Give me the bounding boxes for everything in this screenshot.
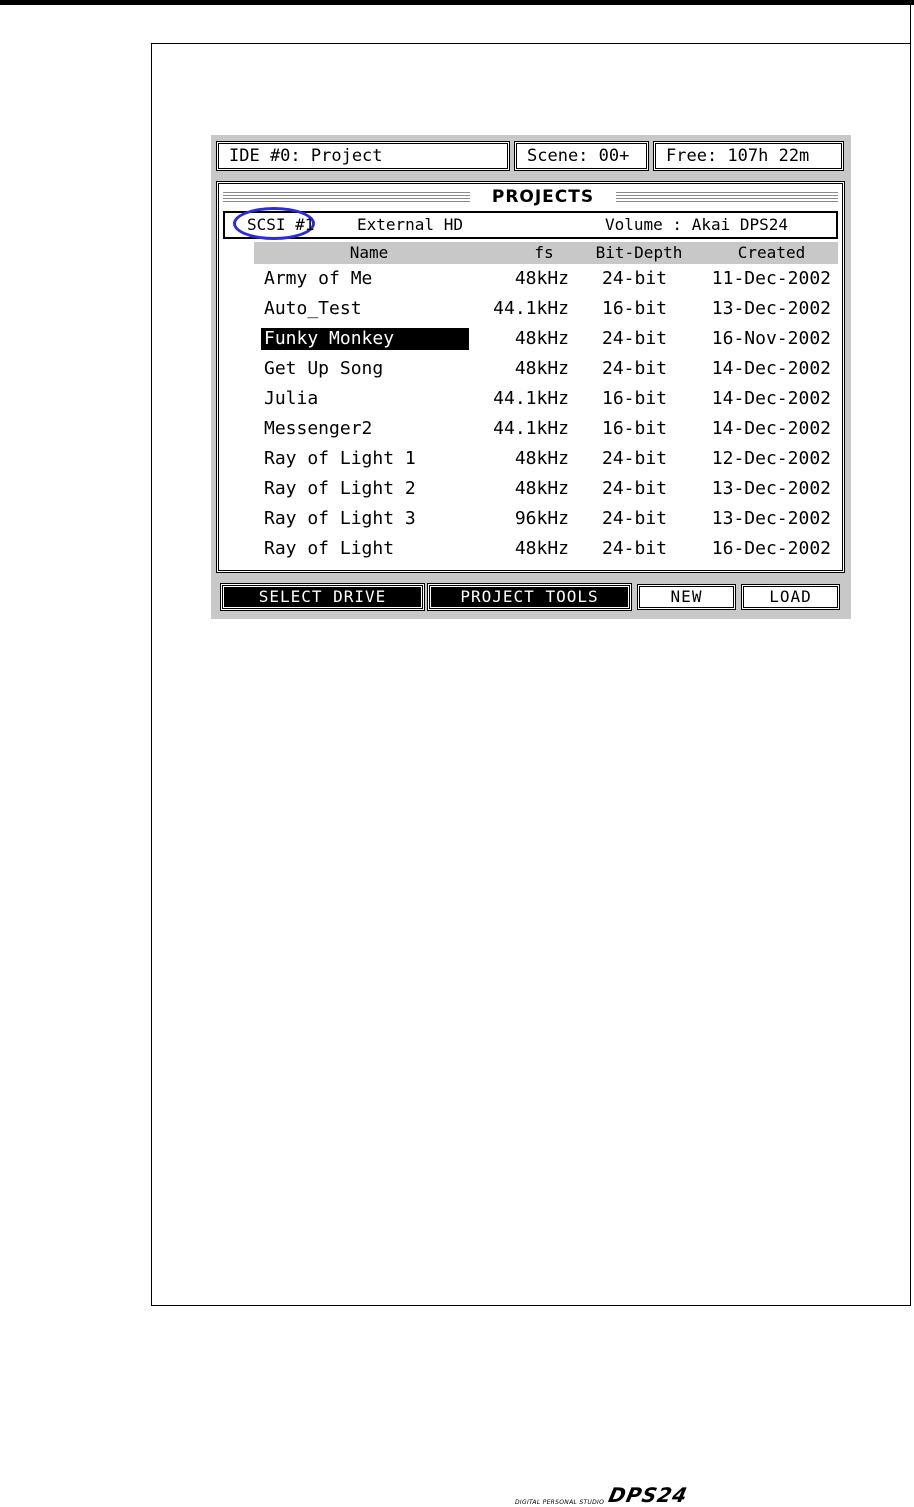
project-fs: 96kHz <box>514 508 569 529</box>
project-bit-depth: 16-bit <box>602 298 668 319</box>
project-tools-button[interactable]: PROJECT TOOLS <box>428 584 631 610</box>
project-row[interactable] <box>219 534 842 564</box>
project-name: Auto_Test <box>264 298 362 319</box>
column-header-name[interactable]: Name <box>349 243 389 262</box>
project-bit-depth: 24-bit <box>602 268 668 289</box>
title-decoration-right <box>616 190 838 203</box>
project-created: 14-Dec-2002 <box>711 358 831 379</box>
load-button[interactable]: LOAD <box>741 584 840 610</box>
column-header-created[interactable]: Created <box>737 243 806 262</box>
project-created: 16-Nov-2002 <box>711 328 831 349</box>
project-fs: 48kHz <box>514 268 569 289</box>
project-fs: 48kHz <box>514 328 569 349</box>
ide-drive-indicator[interactable]: IDE #0: Project <box>216 141 510 171</box>
top-rule <box>0 0 914 5</box>
project-row[interactable] <box>219 504 842 534</box>
project-created: 13-Dec-2002 <box>711 478 831 499</box>
project-fs: 48kHz <box>514 478 569 499</box>
project-name: Get Up Song <box>264 358 384 379</box>
project-name: Julia <box>264 388 319 409</box>
project-bit-depth: 16-bit <box>602 418 668 439</box>
drive-volume: Volume : Akai DPS24 <box>605 215 789 234</box>
project-created: 13-Dec-2002 <box>711 298 831 319</box>
project-name: Ray of Light 1 <box>264 448 416 469</box>
project-fs: 44.1kHz <box>493 418 569 439</box>
drive-info-bar <box>223 211 838 239</box>
projects-panel <box>216 181 845 573</box>
project-fs: 48kHz <box>514 538 569 559</box>
project-created: 11-Dec-2002 <box>711 268 831 289</box>
select-drive-button[interactable]: SELECT DRIVE <box>221 584 424 610</box>
project-name: Ray of Light 2 <box>264 478 416 499</box>
title-decoration-left <box>223 190 470 203</box>
column-header-fs[interactable]: fs <box>534 243 554 262</box>
panel-title-row <box>223 186 838 208</box>
panel-title: PROJECTS <box>491 187 595 207</box>
project-created: 13-Dec-2002 <box>711 508 831 529</box>
project-row[interactable] <box>219 474 842 504</box>
drive-id[interactable]: SCSI #1 <box>247 215 315 234</box>
project-fs: 48kHz <box>514 448 569 469</box>
project-name: Funky Monkey <box>261 328 469 350</box>
column-header-bit-depth[interactable]: Bit-Depth <box>595 243 683 262</box>
drive-type: External HD <box>357 215 463 234</box>
lcd-screen <box>211 135 851 619</box>
column-header-row <box>254 242 838 264</box>
project-row[interactable] <box>219 384 842 414</box>
project-row[interactable] <box>219 444 842 474</box>
logo-tagline: DIGITAL PERSONAL STUDIO <box>515 1499 605 1506</box>
project-bit-depth: 24-bit <box>602 328 668 349</box>
new-button[interactable]: NEW <box>637 584 736 610</box>
project-bit-depth: 24-bit <box>602 478 668 499</box>
project-created: 14-Dec-2002 <box>711 388 831 409</box>
project-row-selected[interactable] <box>219 324 842 354</box>
project-created: 12-Dec-2002 <box>711 448 831 469</box>
project-row[interactable] <box>219 354 842 384</box>
project-row[interactable] <box>219 264 842 294</box>
project-bit-depth: 16-bit <box>602 388 668 409</box>
project-row[interactable] <box>219 294 842 324</box>
project-name: Ray of Light <box>264 538 395 559</box>
free-space-indicator: Free: 107h 22m <box>653 141 844 171</box>
dps24-logo <box>515 1483 691 1507</box>
project-fs: 44.1kHz <box>493 298 569 319</box>
project-list <box>219 264 842 564</box>
project-row[interactable] <box>219 414 842 444</box>
project-name: Messenger2 <box>264 418 373 439</box>
project-created: 16-Dec-2002 <box>711 538 831 559</box>
project-bit-depth: 24-bit <box>602 508 668 529</box>
logo-wordmark: DPS24 <box>606 1483 691 1507</box>
project-created: 14-Dec-2002 <box>711 418 831 439</box>
project-bit-depth: 24-bit <box>602 538 668 559</box>
project-name: Army of Me <box>264 268 373 289</box>
project-fs: 44.1kHz <box>493 388 569 409</box>
project-name: Ray of Light 3 <box>264 508 416 529</box>
project-fs: 48kHz <box>514 358 569 379</box>
scene-indicator[interactable]: Scene: 00+ <box>514 141 649 171</box>
project-bit-depth: 24-bit <box>602 448 668 469</box>
project-bit-depth: 24-bit <box>602 358 668 379</box>
